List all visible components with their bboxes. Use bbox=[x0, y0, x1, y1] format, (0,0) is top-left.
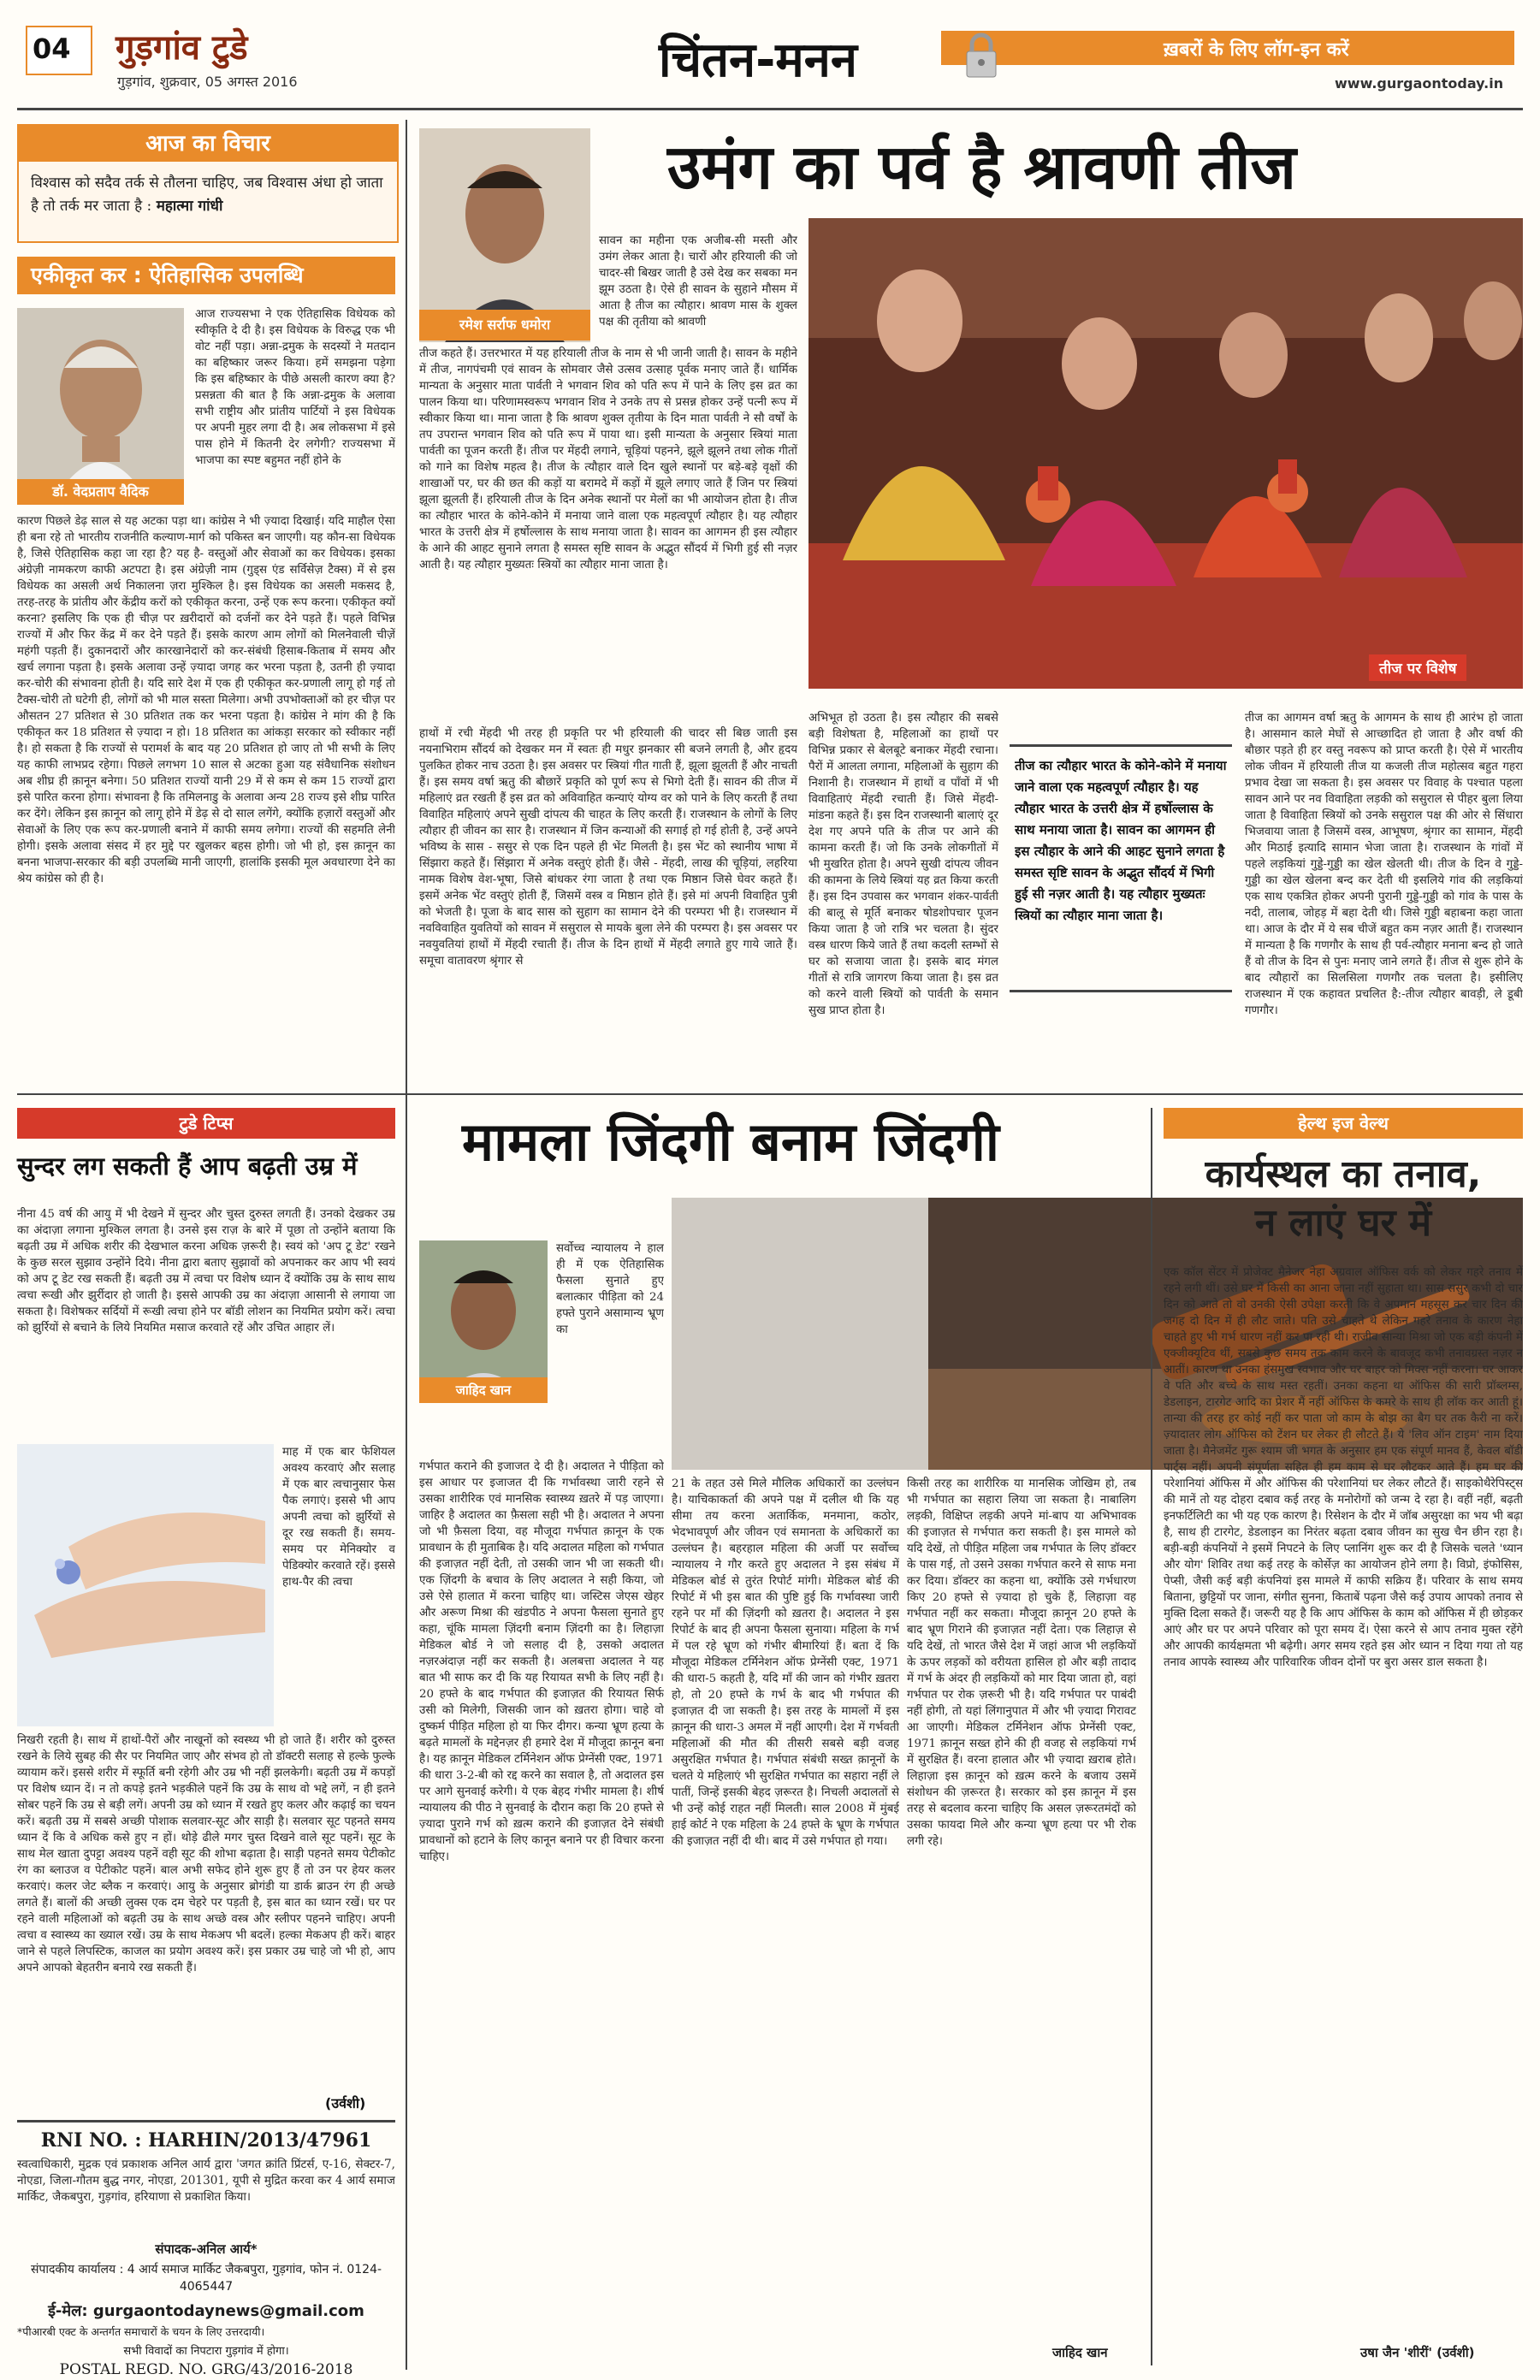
tips-headline: सुन्दर लग सकती हैं आप बढ़ती उम्र में bbox=[17, 1152, 358, 1181]
left-divider bbox=[406, 120, 407, 2370]
teej-photo-caption: तीज पर विशेष bbox=[1369, 654, 1466, 681]
teej-pullquote bbox=[1010, 744, 1232, 992]
gst-intro-text: आज राज्यसभा ने एक ऐतिहासिक विधेयक को स्वीकृति दे दी है। इस विधेयक के विरुद्ध एक भी वोट नहीं पड़ा। अन्ना-द्रमुक के सदस्यों ने मतदान का बहिष्कार जरूर किया। हमें समझना पड़ेगा कि इस बहिष्कार के पीछे असली कारण क्या है? प्रसन्नता की बात है कि अन्ना-द्रमुक के अलावा सभी राष्ट्रीय और प्रांतीय पार्टियों ने इस विधेयक पर अपनी मुहर लगा दी है। अब लोकसभा में इसे पास होने में कितनी देर लगेगी? राज्यसभा में भाजपा का स्पष्ट बहुमत नहीं होने के bbox=[195, 308, 395, 467]
tips-hands-photo bbox=[17, 1444, 274, 1726]
teej-headline: उमंग का पर्व है श्रावणी तीज bbox=[667, 131, 1296, 203]
health-divider bbox=[1151, 1108, 1152, 2365]
postal-regd: POSTAL REGD. NO. GRG/43/2016-2018 bbox=[59, 2361, 353, 2378]
imprint-editor: संपादक-अनिल आर्य* bbox=[155, 2241, 258, 2257]
teej-col-c-body: अभिभूत हो उठता है। इस त्यौहार की सबसे बड़ी विशेषता है, महिलाओं का हाथों पर विभिन्न प्रकार से बेलबूटे बनाकर मेंहदी रचाना। पैरों में आलता लगाना, महिलाओं के सुहाग की निशानी है। राजस्थान में हाथों व पाँवों में भी विवाहिताएं मेंहदी रचाती हैं। जिसे मेंहदी- मांडना कहते हैं। इस दिन राजस्थानी बालाएं दूर देश गए अपने पति के तीज पर आने की कामना करती हैं। जो कि उनके लोकगीतों में भी मुखरित होता है। अपने सुखी दांपत्य जीवन की कामना के लिये स्त्रियां यह व्रत किया करती हैं। इस दिन उपवास कर भगवान शंकर-पार्वती की बालू से मूर्ति बनाकर षोडशोपचार पूजन किया जाता है जो रात्रि भर चलता है। सुंदर वस्त्र धारण किये जाते हैं तथा कदली स्तम्भों से घर को सजाया जाता है। इसके बाद मंगल गीतों से रात्रि जागरण किया जाता है। इस व्रत को करने वाली स्त्रियों को पार्वती के समान सुख प्राप्त होता है। bbox=[808, 712, 998, 1017]
health-byline: उषा जैन 'शीरीं' (उर्वशी) bbox=[1360, 2345, 1475, 2360]
login-text[interactable]: ख़बरों के लिए लॉग-इन करें bbox=[1164, 39, 1349, 61]
court-byline: जाहिद खान bbox=[1052, 2345, 1108, 2360]
thought-quote: विश्वास को सदैव तर्क से तौलना चाहिए, जब विश्वास अंधा हो जाता है तो तर्क मर जाता है : bbox=[31, 175, 383, 215]
website-url[interactable]: www.gurgaontoday.in bbox=[1335, 75, 1504, 92]
health-header: हेल्थ इज वेल्थ bbox=[1298, 1113, 1389, 1134]
dateline: गुड़गांव, शुक्रवार, 05 अगस्त 2016 bbox=[117, 74, 298, 90]
court-headline: मामला जिंदगी बनाम जिंदगी bbox=[462, 1110, 999, 1173]
imprint-box bbox=[17, 2120, 395, 2378]
court-col1: गर्भपात कराने की इजाजत दे दी है। अदालत ने पीड़िता को इस आधार पर इजाजत दी कि गर्भावस्था जारी रहने से उसका शारीरिक एवं मानसिक स्वास्थ्य ख़तरे में पड़ जाएगा। जाहिर है अदालत का फ़ैसला सही भी है। अदालत ने अपना जो भी फ़ैसला दिया, वह मौजूदा गर्भपात क़ानून के एक प्रावधान के ही मुताबिक है। यदि अदालत महिला को गर्भपात की इजाज़त नहीं देती, तो उसकी जान भी जा सकती थी। एक ज़िंदगी के बचाव के लिए अदालत ने सही किया, जो उसे ऐसे हालात में करना चाहिए था। जस्टिस जेएस खेहर और अरूण मिश्रा की खंडपीठ ने अपना फैसला सुनाते हुए कहा, चूंकि मामला ज़िंदगी बनाम ज़िंदगी का है। लिहाज़ा मेडिकल बोर्ड ने जो सलाह दी है, उसको अदालत नज़रअंदाज़ नहीं कर सकती है। अलबत्ता अदालत ने यह बात भी साफ कर दी कि यह रियायत सभी के लिए नहीं है। 20 हफ्ते के बाद गर्भपात की इजाज़त की रियायत सिर्फ उसी को मिलेगी, जिसकी जान को ख़तरा होगा। चाहे वो दुष्कर्म पीड़ित महिला हो या फिर दीगर। कन्या भ्रूण हत्या के बढ़ते मामलों के मद्देनज़र ही हमारे देश में मौजूदा क़ानून बना है। यह क़ानून मेडिकल टर्मिनेशन ऑफ प्रेग्नेंसी एक्ट, 1971 की धारा 3-2-बी को रद्द करने का सवाल है, तो अदालत इस पर आगे सुनवाई करेगी। ये एक बेहद गंभीर मामला है। शीर्ष न्यायालय की पीठ ने सुनवाई के दौरान कहा कि 20 हफ्ते से ज़्यादा पुराने गर्भ को ख़त्म कराने की इजाज़त देने संबंधी प्रावधानों को हटाने के लिए कानून बनाने पर ही विचार करना चाहिए। bbox=[419, 1460, 664, 1863]
imprint-text: स्वत्वाधिकारी, मुद्रक एवं प्रकाशक अनिल आर्य द्वारा 'जगत क्रांति प्रिंटर्स, ए-16, सेक्टर-7, नोएडा, जिला-गौतम बुद्ध नगर, नोएडा, 201301, यूपी से मुद्रित करवा कर 4 आर्य समाज मार्किट, जैकबपुरा, गुड़गांव, हरियाणा से प्रकाशित किया। bbox=[17, 2158, 395, 2204]
tips-text-side: माह में एक बार फेशियल अवश्य करवाएं और सलाह में एक बार त्वचानुसार फेस पैक लगाएं। इससे भी आप अपनी त्वचा को झुर्रियों से दूर रख सकती हैं। समय-समय पर मेनिक्योर व पेडिक्योर करवाते रहें। इससे हाथ-पैर की त्वचा bbox=[282, 1446, 395, 1589]
tips-text-body: निखरी रहती है। साथ में हाथों-पैरों और नाखूनों को स्वस्थ्य भी हो जाते हैं। शरीर को दुरुस्त रखने के लिये सुबह की सैर पर नियमित जाए और संभव हो तो डॉक्टरी सलाह से हल्के फुल्के व्यायाम करें। इससे शरीर में स्फूर्ति बनी रहेगी और उम्र भी नहीं झलकेगी। बढ़ती उम्र में कपड़ों पर विशेष ध्यान दें। न तो कपड़े इतने भड़कीले पहनें कि उम्र के साथ वो भद्दे लगें, न ही इतने सोबर पहनें कि उम्र से बड़ी लगें। अपनी उम्र को ध्यान में रखते हुए कलर और कढ़ाई का चयन करें। बढ़ती उम्र में सबसे अच्छी पोशाक सलवार-सूट और साड़ी है। सलवार सूट पहनते समय ध्यान दें कि वे अधिक कसे हुए न हों। थोड़े ढीले मगर चुस्त दिखने वाले सूट पहनें। सूट के साथ मेल खाता दुपट्टा अवश्य पहनें वही सूट की शोभा बढ़ाता है। साड़ी पहनते समय पेटीकोट रंग का ब्लाउज व पेटीकोट पहनें। बाल अभी सफेद होने शुरू हुए हैं तो उन पर हेयर कलर करवाएं। कलर जेट ब्लैक न करवाएं। आयु के अनुसार ब्रोगंडी या डार्क ब्राउन रंग ही अच्छे लगते हैं। बालों की अच्छी लुक्स एक दम चेहरे पर पड़ती है, इस बात का ध्यान रखें। घर पर रहने वाली महिलाओं को बढ़ती उम्र के साथ अच्छे वस्त्र और स्लीपर पहनने चाहिए। अपनी त्वचा व स्वास्थ्य का ख्याल रखें। उम्र के साथ मेकअप भी बदलें। हल्का मेकअप ही करें। बाहर जाने से पहले लिपस्टिक, काजल का प्रयोग अवश्य करें। इस प्रकार उम्र चाहे जो भी हो, आप अपने आपको बेहतरीन बनाये रख सकती हैं। bbox=[17, 1734, 395, 1974]
gst-author-caption: डॉ. वेदप्रताप वैदिक bbox=[17, 479, 184, 505]
imprint-note: *पीआरबी एक्ट के अन्तर्गत समाचारों के चयन के लिए उत्तरदायी। bbox=[17, 2325, 265, 2338]
rni-number: RNI NO. : HARHIN/2013/47961 bbox=[40, 2129, 372, 2152]
thought-header: आज का विचार bbox=[19, 126, 397, 162]
teej-col-b-body: हाथों में रची मेंहदी भी तरह ही प्रकृति पर भी हरियाली की चादर सी बिछ जाती इस नयनाभिराम सौंदर्य को देखकर मन में स्वतः ही मधुर झनकार सी बजने लगती है, और हृदय पुलकित होकर नाच उठता है। इस अवसर पर स्त्रियां गीत गाती हैं, झूला झूलती हैं और नाचती हैं। इस समय वर्षा ऋतु की बौछारें प्रकृति को पूर्ण रूप से भिगो देती हैं। सावन की तीज में महिलाएं व्रत रखती हैं इस व्रत को अविवाहित कन्याएं योग्य वर को पाने के लिए करती हैं तथा विवाहित महिलाएं अपने सुखी दांपत्य की चाहत के लिए करती हैं। राजस्थान के लोगों के लिए त्यौहार ही जीवन का सार है। राजस्थान में जिन कन्याओं की सगाई हो गई होती है, उन्हें अपने भविष्य के सास - ससुर से एक दिन पहले ही भेंट मिलती है। इस भेंट को स्थानीय भाषा में सिंझारा कहते हैं। सिंझारा में अनेक वस्तुएं होती हैं। जैसे - मेंहदी, लाख की चूड़ियां, लहरिया नामक विशेष वेश-भूषा, जिसे बांधकर रंगा जाता है तथा एक मिष्ठान जिसे घेवर कहते हैं। इसमें अनेक भेंट वस्तुएं होती हैं, जिसमें वस्त्र व मिष्ठान होते हैं। इसे मां अपनी विवाहित पुत्री को भेजती है। पूजा के बाद सास को सुहाग का सामान देने की परम्परा भी है। राजस्थान में नवविवाहित युवतियों को सावन में ससुराल से मायके बुला लेने की परम्परा है। इस अवसर पर नवयुवतियां हाथों में मेंहदी रचाती हैं। तीज के दिन हाथों में मेंहदी लगाते हुए गाये जाते हैं। समूचा वातावरण श्रृंगार से bbox=[419, 727, 797, 968]
imprint-jurisdiction: सभी विवादों का निपटारा गुड़गांव में होगा। bbox=[123, 2345, 289, 2358]
gst-author-photo bbox=[17, 308, 184, 505]
masthead bbox=[0, 0, 1540, 110]
teej-author-caption: रमेश सर्राफ धमोरा bbox=[419, 310, 590, 340]
court-intro: सर्वोच्च न्यायालय ने हाल ही में एक ऐतिहासिक फैसला सुनाते हुए बलात्कार पीड़िता को 24 हफ्ते पुराने असामान्य भ्रूण का bbox=[556, 1242, 664, 1336]
tips-header: टुडे टिप्स bbox=[179, 1113, 234, 1134]
imprint-office: संपादकीय कार्यालय : 4 आर्य समाज मार्किट जैकबपुरा, गुड़गांव, फोन नं. 0124-4065447 bbox=[30, 2263, 382, 2294]
pullquote-text: तीज का त्यौहार भारत के कोने-कोने में मनाया जाने वाला एक महत्वपूर्ण त्यौहार है। यह त्यौहार भारत के उत्तरी क्षेत्र में हर्षोल्लास के साथ मनाया जाता है। सावन का आगमन ही इस त्यौहार के आने की आहट सुनाने लगता है समस्त सृष्टि सावन के अद्भुत सौंदर्य में भिगी हुई सी नज़र आती है। यह त्यौहार मुख्यतः स्त्रियों का त्यौहार माना जाता है। bbox=[1015, 758, 1227, 923]
gst-body-text: कारण पिछले डेढ़ साल से यह अटका पड़ा था। कांग्रेस ने भी ज़्यादा दिखाई। यदि माहौल ऐसा ही बना रहे तो भारतीय राजनीति कल्याण-मार्ग को पकिस्त बन जाएगी। यह कौन-सा विधेयक है, जिसे ऐतिहासिक कहा जा रहा है? यह है- वस्तुओं और सेवाओं का कर विधेयक। इसका अंग्रेज़ी नामकरण काफी अटपटा है। इस अंग्रेज़ी नाम (गुड्स एंड सर्विसेज़ टैक्स) में से इस विधेयक का असली अर्थ निकालना ज़रा मुश्किल है। इस विधेयक का असली मकसद है, तरह-तरह के प्रांतीय और केंद्रीय करों को एकीकृत करना, उन्हें एक रूप करना। एकीकृत क्यों करना? इसलिए कि एक ही चीज़ पर ख़रीदारों को दर्जनों कर देने पड़ते हैं। पहले विभिन्न राज्यों में और फिर केंद्र में कर देने पड़ते हैं। इसके कारण आम लोगों को मिलनेवाली चीज़ें महंगी पड़ती हैं। दुकानदारों और कारखानेदारों को कर-संबंधी हिसाब-किताब में समय और खर्च लगाना पड़ता है। इसके अलावा उन्हें ज़्यादा जगह कर भरना पड़ता है, उतनी ही ज़्यादा कर-चोरी की संभावना होती है। यदि सारे देश में एक ही एकीकृत कर-प्रणाली लागू हो गई तो टैक्स-चोरी तो घटेगी ही, लोगों को भी माल सस्ता मिलेगा। अभी उपभोक्ताओं को हर चीज़ पर औसतन 27 प्रतिशत से 30 प्रतिशत तक कर भरना पड़ता है। कांग्रेस ने मांग की है कि एकीकृत कर 18 प्रतिशत से ज़्यादा न हो। 18 प्रतिशत का आंकड़ा सरकार को स्वीकार नहीं है। हो सकता है कि राज्यों से परामर्श के बाद यह 20 प्रतिशत हो जाए तो भी सभी के लिए यह काफी लाभप्रद रहेगा। पिछले लगभग 10 साल से अटका हुआ यह संवैधानिक संशोधन अब शीघ्र ही क़ानून बनेगा। 50 प्रतिशत राज्यों यानी 29 में से कम से कम 15 राज्यों द्वारा इसे पारित करना होगा। संभावना है कि तमिलनाडु के अलावा अन्य 28 राज्य इसे शीघ्र पारित कर देंगे। लेकिन इस क़ानून को लागू होने में डेढ़ से दो साल लगेंगे, क्योंकि हज़ारों वस्तुओं और सेवाओं के लिए एक रूप कर-प्रणाली बनाने में काफी समय लगेगा। राज्यों की सहमति लेनी होगी। इसके अलावा संसद में हर मुद्दे पर खुलकर बहस होगी। जो भी हो, इस क़ानून का बनना भाजपा-सरकार की बड़ी उपलब्धि मानी जाएगी, हालांकि इसकी मूल अवधारणा देने का श्रेय कांग्रेस को ही है। bbox=[17, 515, 395, 885]
health-headline-1: कार्यस्थल का तनाव, bbox=[1205, 1152, 1482, 1196]
teej-col-a-body: तीज कहते हैं। उत्तरभारत में यह हरियाली तीज के नाम से भी जानी जाती है। सावन के महीने में तीज, नागपंचमी एवं सावन के सोमवार जैसे उत्सव उत्साह पूर्वक मनाए जाते हैं। धार्मिक मान्यता के अनुसार माता पार्वती ने भगवान शिव को पति रूप में पाने के लिए इस व्रत का पालन किया था। परिणामस्वरूप भगवान शिव ने उनके तप से प्रसन्न होकर उन्हें पत्नी रूप में स्वीकार किया था। माना जाता है कि श्रावण शुक्ल तृतीया के दिन माता पार्वती ने सौ वर्षों के तप उपरान्त भगवान शिव को पति रूप में पाया था। इसी मान्यता के अनुसार स्त्रियां माता पार्वती का पूजन करती हैं। तीज पर मेंहदी लगाने, चूड़ियां पहनने, झूले झूलने तथा लोक गीतों को गाने का विशेष महत्व है। तीज के त्यौहार वाले दिन खुले स्थानों पर बड़े-बड़े वृक्षों की शाखाओं पर, घर की छत की कड़ों या बरामदे में कड़ों में झूले लगाए जाते हैं जिन पर स्त्रियां झूला झूलती हैं। हरियाली तीज के दिन अनेक स्थानों पर मेलों का भी आयोजन होता है। तीज का त्यौहार भारत के कोने-कोने में मनाया जाने वाला एक महत्वपूर्ण त्यौहार है। यह त्यौहार भारत के उत्तरी क्षेत्र में हर्षोल्लास के साथ मनाया जाता है। सावन का आगमन ही इस त्यौहार के आने की आहट सुनाने लगता है समस्त सृष्टि सावन के अद्भुत सौंदर्य में भिगी हुई सी नज़र आती है। यह त्यौहार मुख्यतः स्त्रियों का त्यौहार माना जाता है। bbox=[419, 347, 797, 571]
thought-author: महात्मा गांधी bbox=[156, 198, 223, 215]
tips-byline: (उर्वशी) bbox=[325, 2095, 366, 2111]
lock-icon bbox=[958, 31, 1004, 80]
gst-header: एकीकृत कर : ऐतिहासिक उपलब्धि bbox=[17, 257, 395, 294]
health-text: एक कॉल सेंटर में प्रोजेक्ट मैनेजर नेहा अग्रवाल ऑफिस वर्क को लेकर गहरे तनाव में रहने लगी थीं। उसे घर में किसी का आना जाना नहीं सुहाता था। सास ससुर कभी दो चार दिन को आते तो वो उनकी ऐसी उपेक्षा करती कि वे अपमान महसूस कर चार दिन की जगह दो दिन में ही लौट जाते। पति उसे चाहते थे लेकिन गहरे तनाव के कारण नेहा चाहते हुए भी गर्भ धारण नहीं कर पा रही थी। राजीव सान्या मिश्रा जो एक बड़ी कंपनी में एक्जीक्यूटिव थीं, सबसे कुछ समय तक काम करने के बावजूद कभी तनावग्रस्त नज़र न आतीं। कारण था उनका हंसमुख स्वभाव और घर बाहर को मिक्स नहीं करना। घर आकर वे पति और बच्चे के साथ मस्त रहतीं। उनका कहना था ऑफिस की सारी प्रॉब्लम्स, डेडलाइन, टारगेट आदि का प्रेशर मैं नहीं ऑफिस के कमरे के साथ ही लॉक कर आती हूं। तान्या की तरह हर कोई नहीं कर पाता जो काम के बोझ का बैग घर तक कैरी ना करें। ज़्यादातर लोग ऑफिस को टेंशन घर लेकर ही लौटते हैं। ये 'लिव ऑन टाइम' नाम दिया जाता है। मैनेजमेंट गुरू श्याम जी भगत के अनुसार हम एक संपूर्ण मानव हैं, केवल बॉडी पार्ट्स नहीं। अपनी संपूर्णता सहित ही हम काम से घर लौटकर आते हैं। हम घर की परेशानियां ऑफिस में और ऑफिस की परेशानियां घर लेकर लौटते हैं। साइकोथैरेपिस्ट्स की मानें तो यह दोहरा दबाव कई तरह के मनोरोगों को जन्म दे रहा है। वहीं नहीं, बढ़ती इनफर्टिलिटी का भी यह एक कारण है। रिसेशन के दौर में जॉब असुरक्षा का भय भी बढ़ा है, साथ ही टारगेट, डेडलाइन का निरंतर बढ़ता दबाव जीवन का सुख चैन छीन रहा है। बड़ी-बड़ी कंपनियों ने इसमें निपटने के लिए प्लानिंग शुरू कर दी है जिसके चलते 'ध्यान और योग' शिविर तथा कई तरह के कोर्सेज़ का आयोजन होने लगा है। विप्रो, इंफोसिस, पेप्सी, जैसी कई बड़ी कंपनियां इस मामले में काफी सक्रिय हैं। परिवार के साथ समय बिताना, छुट्टियों पर जाना, संगीत सुनना, किताबें पढ़ना जैसे कई उपाय आपको तनाव से मुक्ति दिला सकते हैं। जरूरी यह है कि आप ऑफिस के काम को ऑफिस में ही छोड़कर आएं और घर पर अपने परिवार को पूरा समय दें। ऐसा करने से आप तनाव मुक्त रहेंगे और आपकी कार्यक्षमता भी बढ़ेगी। अगर समय रहते इस ओर ध्यान न दिया गया तो यह तनाव आपके स्वास्थ्य और पारिवारिक जीवन दोनों पर बुरा असर डाल सकता है। bbox=[1164, 1266, 1523, 1669]
court-author-caption: जाहिद खान bbox=[419, 1377, 548, 1403]
page-number-text: 04 bbox=[33, 33, 71, 65]
thought-box bbox=[17, 124, 399, 243]
section-title: चिंतन-मनन bbox=[659, 33, 857, 88]
brand-logo: गुड़गांव टुडे bbox=[116, 28, 248, 68]
thought-text bbox=[19, 162, 397, 228]
teej-photo bbox=[808, 218, 1523, 689]
imprint-email[interactable]: ई-मेल: gurgaontodaynews@gmail.com bbox=[48, 2302, 364, 2320]
teej-col-a-top: सावन का महीना एक अजीब-सी मस्ती और उमंग लेकर आता है। चारों और हरियाली की जो चादर-सी बिखर जाती है उसे देख कर सबका मन झूम उठता है। ऐसे ही सावन के सुहाने मौसम में आता है तीज का त्यौहार। श्रावण मास के शुक्ल पक्ष की तृतीया को श्रावणी bbox=[599, 234, 797, 329]
tips-text-top: नीना 45 वर्ष की आयु में भी देखने में सुन्दर और चुस्त दुरुस्त लगती हैं। उनको देखकर उम्र का अंदाज़ा लगाना मुश्किल लगता है। उनसे इस राज़ के बारे में पूछा तो उन्होंने बताया कि बढ़ती उम्र में अधिक शरीर की देखभाल करना अधिक ज़रूरी है। स्वयं को 'अप टू डेट' रखने के कुछ सरल सुझाव उन्होंने दिये। नीना द्वारा बताए सुझावों को अपनाकर कर आप भी स्वयं को अप टू डेट रख सकती हैं। बढ़ती उम्र में त्वचा पर विशेष ध्यान दें क्योंकि उम्र के साथ साथ त्वचा रूखी और झुर्रीदार हो जाती है। इससे आपकी उम्र का अंदाज़ा आसानी से लगाया जा सकता है। विशेषकर सर्दियों में रूखी त्वचा होने पर बॉडी लोशन का नियमित प्रयोग करें। त्वचा को झुर्रियों से बचाने के लिये नियमित मसाज करवाते रहें और उचित आहार लें। bbox=[17, 1208, 395, 1335]
health-headline-2: न लाएं घर में bbox=[1254, 1201, 1432, 1245]
court-col2: 21 के तहत उसे मिले मौलिक अधिकारों का उल्लंघन है। याचिकाकर्ता की अपने पक्ष में दलील थी कि यह सीमा तय करना अतार्किक, मनमाना, कठोर, भेदभावपूर्ण और जीवन एवं समानता के अधिकारों का उल्लंघन है। बहरहाल महिला की अर्जी पर सर्वोच्च न्यायालय ने गौर करते हुए अदालत ने इस संबंध में मेडिकल बोर्ड से तुरंत रिपोर्ट मांगी। मेडिकल बोर्ड की रिपोर्ट में भी इस बात की पुष्टि हुई कि गर्भावस्था जारी रहने पर माँ की ज़िंदगी को ख़तरा है। अदालत ने इस रिपोर्ट के बाद ही अपना फैसला सुनाया। महिला के गर्भ में पल रहे भ्रूण को गंभीर बीमारियां हैं। बता दें कि मौजूदा मेडिकल टर्मिनेशन ऑफ प्रेग्नेंसी एक्ट, 1971 की धारा-5 कहती है, यदि माँ की जान को गंभीर ख़तरा हो, तो 20 हफ्ते के गर्भ के बाद भी गर्भपात की इजाज़त दी जा सकती है। इस तरह के मामलों में इस क़ानून की धारा-3 अमल में नहीं आएगी। देश में गर्भवती महिलाओं की मौत की तीसरी सबसे बड़ी वजह असुरक्षित गर्भपात है। गर्भपात संबंधी सख्त क़ानूनों के चलते ये महिलाएं भी सुरक्षित गर्भपात का सहारा नहीं ले पातीं, जिन्हें इसकी बेहद ज़रूरत है। निचली अदालतों से भी उन्हें कोई राहत नहीं मिलती। साल 2008 में मुंबई हाई कोर्ट ने एक महिला के 24 हफ्ते के भ्रूण के गर्भपात की इजाज़त नहीं दी थी। बाद में उसे गर्भपात हो गया। bbox=[672, 1477, 899, 1848]
masthead-rule bbox=[17, 108, 1523, 110]
teej-col-d-body: तीज का आगमन वर्षा ऋतु के आगमन के साथ ही आरंभ हो जाता है। आसमान काले मेघों से आच्छादित हो जाता है और वर्षा की बौछार पड़ते ही हर वस्तु नवरूप को प्राप्त करती है। ऐसे में भारतीय लोक जीवन में हरियाली तीज या कजली तीज महोत्सव बहुत गहरा प्रभाव देखा जा सकता है। इस अवसर पर विवाह के पश्चात पहला सावन आने पर नव विवाहिता लड़की को ससुराल से पीहर बुला लिया जाता है विवाहिता स्त्रियों को उनके ससुराल पक्ष की ओर से सिंधारा भिजवाया जाता है जिसमें वस्त्र, आभूषण, श्रृंगार का सामान, मेंहदी और मिठाई इत्यादि सामान भेजा जाता है। राजस्थान के गांवों में पहले लड़कियां गुड्डे-गुड्डी का खेल खेलती थी। तीज के दिन वे गुड्डे-गुड्डी का खेल खेलना बन्द कर देती थी इसलिये गांव की लड़कियां एक साथ एकत्रित होकर अपनी पुरानी गुड्डे-गुड्डी को गांव के पास के नदी, तालाब, जोहड़ में बहा देती थी। जिसे गुड्डी बहाबना कहा जाता था। आज के दौर में ये सब चीजें बहुत कम नज़र आती हैं। राजस्थान में मान्यता है कि गणगौर के साथ ही पर्व-त्यौहार मनाना बन्द हो जाते हैं वो तीज के दिन से पुनः मनाए जाने लगते हैं। तीज से शुरू होने के बाद त्यौहारों का सिलसिला गणगौर तक चलता है। इसीलिए राजस्थान में एक कहावत प्रचलित है:-तीज त्यौहार बावड़ी, ले डूबी गणगौर। bbox=[1245, 712, 1523, 1017]
mid-page-rule bbox=[17, 1093, 1523, 1095]
court-col3: किसी तरह का शारीरिक या मानसिक जोखिम हो, तब भी गर्भपात का सहारा लिया जा सकता है। नाबालिग लड़की, विक्षिप्त लड़की अपने मां-बाप या अभिभावक की इजाज़त से गर्भपात करा सकती है। इस मामले को यदि देखें, तो पीड़ित महिला जब गर्भपात के लिए डॉक्टर के पास गई, तो उसने उसका गर्भपात करने से साफ मना कर दिया। डॉक्टर का कहना था, क्योंकि उसे गर्भधारण किए 20 हफ्ते से ज़्यादा हो चुके हैं, लिहाज़ा वह गर्भपात नहीं कर सकता। मौजूदा क़ानून 20 हफ्ते के बाद भ्रूण गिराने की इजाज़त नहीं देता। एक लिहाज़ से यदि देखें, तो भारत जैसे देश में जहां आज भी लड़कियों के ऊपर लड़कों को वरीयता हासिल हो और बड़ी तादाद में गर्भ के अंदर ही लड़कियों को मार दिया जाता हो, वहां गर्भपात पर रोक ज़रूरी भी है। यदि गर्भपात पर पाबंदी नहीं होगी, तो यहां लिंगानुपात में और भी ज़्यादा गिरावट आ जाएगी। मेडिकल टर्मिनेशन ऑफ प्रेग्नेंसी एक्ट, 1971 क़ानून सख्त होने की ही वजह से लड़कियां गर्भ में सुरक्षित हैं। वरना हालात और भी ज़्यादा ख़राब होते। लिहाज़ा इस क़ानून को ख़त्म करने के बजाय उसमें संशोधन की ज़रूरत है। सरकार को इस क़ानून में इस तरह से बदलाव करना चाहिए कि असल ज़रूरतमंदों को उसका फायदा मिले और कन्या भ्रूण हत्या पर भी रोक लगी रहे। bbox=[907, 1477, 1136, 1848]
